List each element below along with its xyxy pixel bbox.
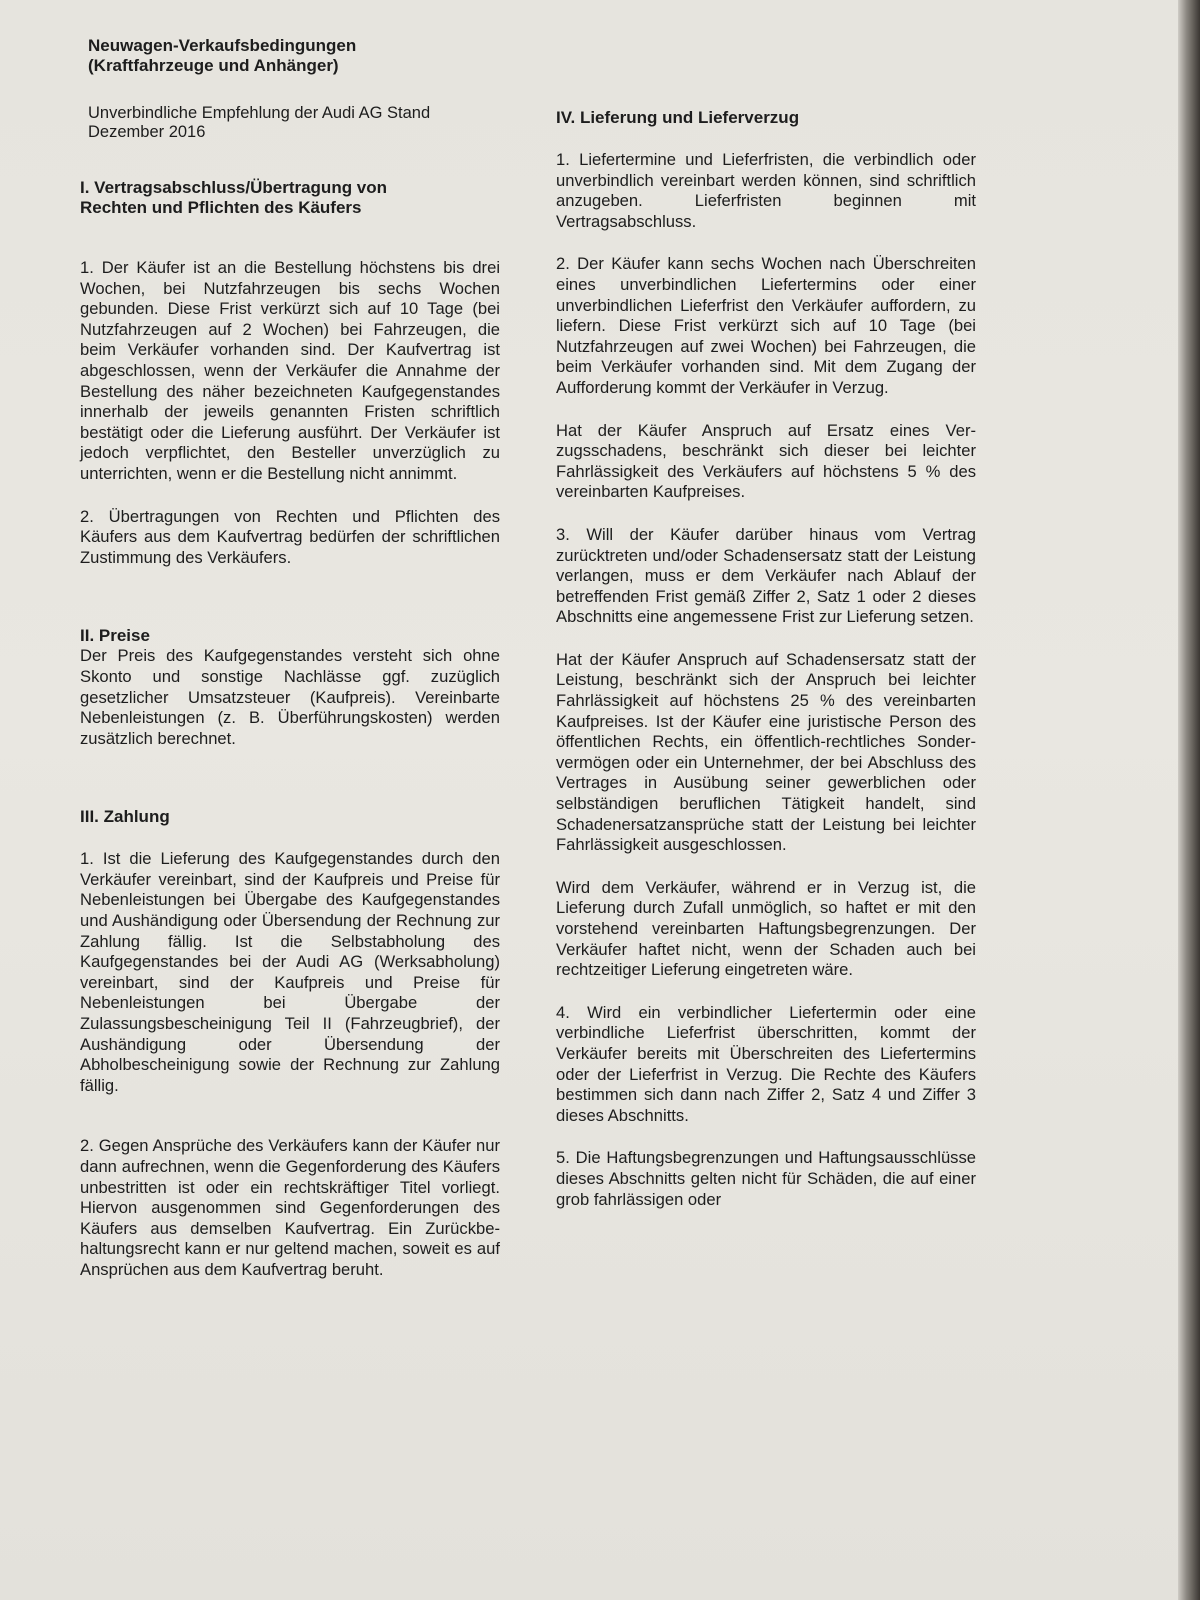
section-heading-zahlung: III. Zahlung <box>80 807 170 827</box>
paragraph-s3-2: 2. Gegen Ansprüche des Verkäufers kann der Käufer nur dann aufrechnen, wenn die Gegenforderung des Käufers unbestritten ist oder ein rechtskräftiger Titel vorliegt. Hiervon ausgenommen sind Gegenforderungen des Käufers aus demselben Kaufvertrag. Ein Zurückbehaltungsrecht kann er nur geltend machen, soweit es auf Ansprüchen aus dem Kaufvertrag beruht. <box>80 1136 500 1279</box>
paragraph-s4-3: Hat der Käufer Anspruch auf Ersatz eines Verzugsschadens, beschränkt sich dieser bei leichter Fahrlässigkeit des Verkäufers auf höchstens 5 % des vereinbarten Kaufpreises. <box>556 420 976 502</box>
paragraph-s4-5: Hat der Käufer Anspruch auf Schadensersatz statt der Leistung, beschränkt sich der Anspruch bei leichter Fahrlässigkeit auf höchstens 25 % des vereinbarten Kaufpreises. Ist der Käufer eine juristische Person des öffentlichen Rechts, ein öffentlich-rechtliches Sondervermögen oder ein Unternehmer, der bei Abschluss des Vertrages in Ausübung seiner gewerblichen oder selbständigen beruflichen Tätigkeit handelt, sind Schadenersatzansprüche statt der Leistung bei leichter Fahrlässigkeit ausgeschlossen. <box>556 649 976 855</box>
section-heading-lieferung: IV. Lieferung und Lieferverzug <box>556 108 800 127</box>
background-edge <box>1178 0 1200 1600</box>
paragraph-s4-2: 2. Der Käufer kann sechs Wochen nach Überschreiten eines unverbindlichen Liefertermins oder einer unverbindlichen Lieferfrist den Verkäufer auffordern, zu liefern. Diese Frist verkürzt sich auf 10 Tage (bei Nutzfahrzeugen auf zwei Wochen) bei Fahrzeugen, die beim Verkäufer vorhanden sind. Mit dem Zugang der Aufforderung kommt der Verkäufer in Verzug. <box>556 254 976 397</box>
document-header <box>88 36 508 142</box>
paragraph-s4-7: 4. Wird ein verbindlicher Liefertermin oder eine verbindliche Lieferfrist überschritten, kommt der Verkäufer bereits mit Überschreiten des Liefertermins oder der Lieferfrist in Verzug. Die Rechte des Käufers bestimmen sich dann nach Ziffer 2, Satz 4 und Ziffer 3 dieses Abschnitts. <box>556 1002 976 1125</box>
paragraph-s4-6: Wird dem Verkäufer, während er in Verzug ist, die Lieferung durch Zufall unmöglich, so haftet er mit den vorstehend vereinbarten Haftungsbegrenzungen. Der Verkäufer haftet nicht, wenn der Schaden auch bei rechtzeitiger Lieferung eingetreten wäre. <box>556 877 976 980</box>
section-heading-preise: II. Preise <box>80 626 150 646</box>
paragraph-s1-2: 2. Übertragungen von Rechten und Pflichten des Käufers aus dem Kaufvertrag bedürfen der schriftlichen Zustimmung des Verkäufers. <box>80 506 500 567</box>
document-title: Neuwagen-Verkaufsbedingungen (Kraftfahrzeuge und Anhänger) <box>88 36 357 75</box>
paragraph-s4-8: 5. Die Haftungsbegrenzungen und Haftungsausschlüsse dieses Abschnitts gelten nicht für Schäden, die auf einer grob fahrlässigen oder <box>556 1148 976 1209</box>
paragraph-s4-1: 1. Liefertermine und Lieferfristen, die verbindlich oder unverbindlich vereinbart werden können, sind schriftlich anzugeben. Lieferfristen beginnen mit Vertragsabschluss. <box>556 150 976 231</box>
left-column <box>80 178 500 1281</box>
paragraph-s3-1: 1. Ist die Lieferung des Kaufgegenstandes durch den Verkäufer vereinbart, sind der Kaufpreis und Preise für Nebenleistungen bei Übergabe des Kaufgegenstandes und Aushändigung oder Übersendung der Rechnung zur Zahlung fällig. Ist die Selbstabholung des Kaufgegenstandes bei der Audi AG (Werksabholung) vereinbart, sind der Kaufpreis und Preise für Nebenleistungen bei Übergabe der Zulassungsbescheinigung Teil II (Fahrzeugbrief), der Aushändigung oder Übersendung der Abholbescheinigung sowie der Rechnung zur Zahlung fällig. <box>80 849 500 1095</box>
section-heading-vertragsabschluss: I. Vertragsabschluss/Übertragung von Rechten und Pflichten des Käufers <box>80 178 388 217</box>
document-subtitle: Unverbindliche Empfehlung der Audi AG Stand Dezember 2016 <box>88 104 431 141</box>
paragraph-s4-4: 3. Will der Käufer darüber hinaus vom Vertrag zurücktreten und/oder Schadensersatz statt der Leistung verlangen, muss er dem Verkäufer nach Ablauf der betreffenden Frist gemäß Ziffer 2, Satz 1 oder 2 dieses Abschnitts eine angemessene Frist zur Lieferung setzen. <box>556 524 976 627</box>
right-column <box>556 108 976 1210</box>
paragraph-s1-1: 1. Der Käufer ist an die Bestellung höchstens bis drei Wochen, bei Nutzfahrzeugen bis sechs Wochen gebunden. Diese Frist verkürzt sich auf 10 Tage (bei Nutzfahrzeugen auf 2 Wochen) bei Fahrzeugen, die beim Verkäufer vorhanden sind. Der Kaufvertrag ist abgeschlossen, wenn der Verkäufer die Annahme der Bestellung des näher bezeichneten Kaufgegenstandes innerhalb der jeweils genannten Fristen schriftlich bestätigt oder die Lieferung ausführt. Der Verkäufer ist jedoch verpflichtet, den Besteller unverzüglich zu unterrichten, wenn er die Bestellung nicht annimmt. <box>80 258 500 483</box>
paragraph-s2-1: Der Preis des Kaufgegenstandes versteht sich ohne Skonto und sonstige Nachlässe ggf. zuzüglich gesetzlicher Umsatzsteuer (Kaufpreis). Vereinbarte Nebenleistungen (z. B. Überführungskosten) werden zusätzlich berechnet. <box>80 646 500 748</box>
